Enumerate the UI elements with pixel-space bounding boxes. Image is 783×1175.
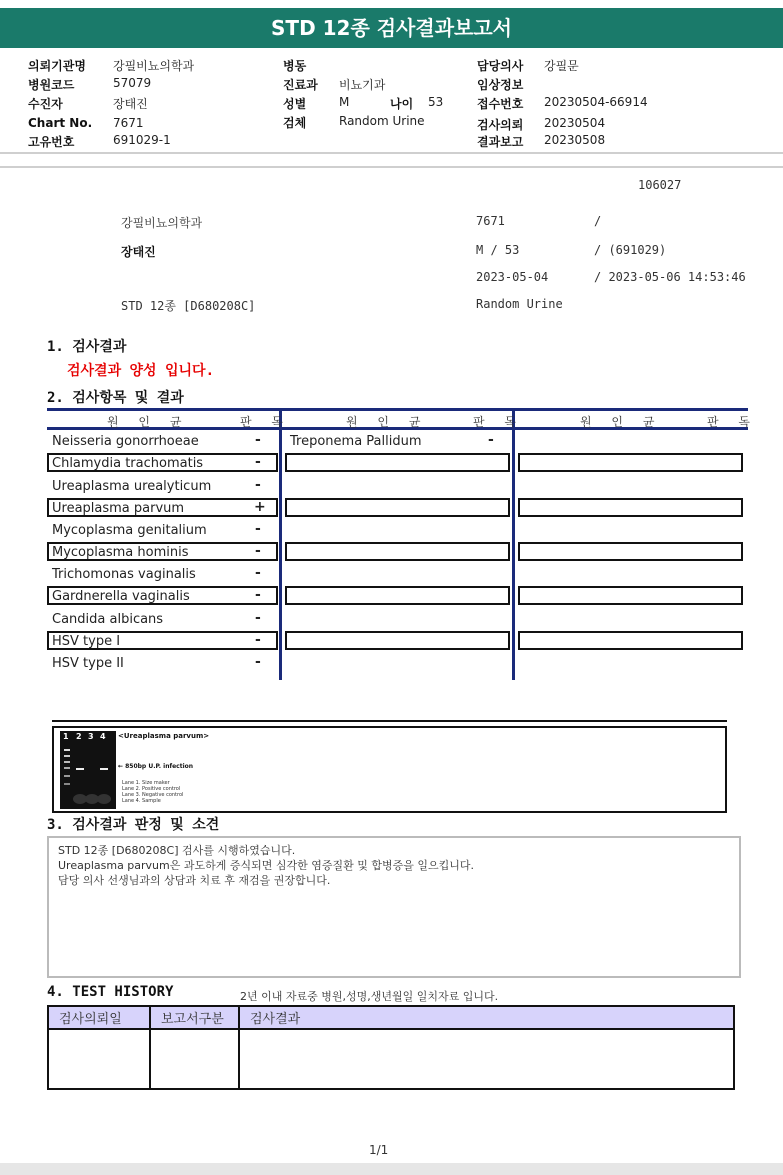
gel-legend-3: Lane 3. Negative control bbox=[122, 792, 184, 798]
result-chlamydia: - bbox=[255, 454, 261, 470]
col2-header-result: 판 독 bbox=[473, 415, 524, 429]
table-col-divider-2 bbox=[512, 408, 515, 680]
pathogen-ureaplasma-parvum: Ureaplasma parvum bbox=[52, 501, 185, 516]
col3-header-result: 판 독 bbox=[707, 415, 758, 429]
sex-value: M bbox=[339, 95, 350, 109]
report-label: 결과보고 bbox=[477, 135, 524, 149]
pathogen-trichomonas: Trichomonas vaginalis bbox=[52, 567, 196, 582]
row-box bbox=[518, 542, 743, 561]
pathogen-candida: Candida albicans bbox=[52, 612, 164, 627]
result-hsv1: - bbox=[255, 632, 261, 648]
row-box bbox=[518, 498, 743, 517]
col1-header-pathogen: 원 인 균 bbox=[107, 415, 190, 429]
result-mycoplasma-genitalium: - bbox=[255, 521, 261, 537]
gel-top-rule bbox=[52, 720, 727, 722]
row-box bbox=[285, 453, 510, 472]
page-number: 1/1 bbox=[369, 1143, 389, 1157]
result-ureaplasma-parvum: + bbox=[254, 499, 266, 515]
row-box bbox=[285, 631, 510, 650]
opinion-text bbox=[58, 843, 474, 888]
pathogen-hsv1: HSV type I bbox=[52, 634, 121, 649]
summary-slash: / bbox=[594, 214, 602, 228]
section4-title: 4. TEST HISTORY bbox=[47, 984, 174, 1000]
sex-label: 성별 bbox=[283, 97, 307, 111]
header-divider-2 bbox=[0, 166, 783, 168]
summary-date-request: 2023-05-04 bbox=[476, 270, 549, 284]
history-header-date: 검사의뢰일 bbox=[48, 1006, 150, 1029]
institution-label: 의뢰기관명 bbox=[28, 59, 86, 73]
row-box bbox=[518, 586, 743, 605]
col1-header-result: 판 독 bbox=[240, 415, 291, 429]
receipt-label: 접수번호 bbox=[477, 97, 524, 111]
row-box bbox=[285, 498, 510, 517]
doctor-value: 강필문 bbox=[544, 59, 579, 73]
result-treponema: - bbox=[488, 432, 494, 448]
gel-figure bbox=[52, 726, 727, 813]
summary-institution: 강필비뇨의학과 bbox=[121, 216, 203, 230]
pathogen-mycoplasma-genitalium: Mycoplasma genitalium bbox=[52, 523, 207, 538]
gel-band-label: ← 850bp U.P. infection bbox=[118, 763, 194, 770]
gel-electrophoresis-image bbox=[60, 731, 120, 811]
gel-legend-4: Lane 4. Sample bbox=[122, 798, 161, 804]
history-header-row bbox=[48, 1006, 734, 1029]
row-box bbox=[518, 453, 743, 472]
summary-date-report: / 2023-05-06 14:53:46 bbox=[594, 270, 746, 284]
pathogen-mycoplasma-hominis: Mycoplasma hominis bbox=[52, 545, 189, 560]
section2-title: 2. 검사항목 및 결과 bbox=[47, 390, 184, 406]
specimen-value: Random Urine bbox=[339, 114, 425, 128]
opinion-line-1: STD 12종 [D680208C] 검사를 시행하였습니다. bbox=[58, 844, 296, 857]
receipt-value: 20230504-66914 bbox=[544, 95, 648, 109]
summary-dob: / (691029) bbox=[594, 243, 667, 257]
pathogen-chlamydia: Chlamydia trachomatis bbox=[52, 456, 204, 471]
row-box bbox=[285, 542, 510, 561]
result-candida: - bbox=[255, 610, 261, 626]
table-col-divider-1 bbox=[279, 408, 282, 680]
history-header-result: 검사결과 bbox=[239, 1006, 734, 1029]
summary-test-name: STD 12종 [D680208C] bbox=[121, 299, 256, 313]
summary-specimen: Random Urine bbox=[476, 297, 563, 311]
section1-result: 검사결과 양성 입니다. bbox=[67, 363, 215, 379]
chart-label: Chart No. bbox=[28, 116, 93, 130]
patient-value: 장태진 bbox=[113, 97, 148, 111]
unique-label: 고유번호 bbox=[28, 135, 75, 149]
ward-label: 병동 bbox=[283, 59, 307, 73]
summary-patient: 장태진 bbox=[121, 245, 156, 259]
col2-header-pathogen: 원 인 균 bbox=[346, 415, 429, 429]
row-box bbox=[518, 631, 743, 650]
institution-value: 강필비뇨의학과 bbox=[113, 59, 195, 73]
report-title: STD 12종 검사결과보고서 bbox=[0, 8, 783, 48]
opinion-box bbox=[47, 836, 741, 978]
opinion-line-3: 담당 의사 선생님과의 상담과 치료 후 재검을 권장합니다. bbox=[58, 874, 331, 887]
age-value: 53 bbox=[428, 95, 444, 109]
gel-lane-3: 3 bbox=[88, 732, 94, 741]
result-hsv2: - bbox=[255, 654, 261, 670]
report-value: 20230508 bbox=[544, 133, 606, 147]
result-ureaplasma-urealyticum: - bbox=[255, 477, 261, 493]
result-trichomonas: - bbox=[255, 565, 261, 581]
row-box bbox=[285, 586, 510, 605]
section3-title: 3. 검사결과 판정 및 소견 bbox=[47, 817, 220, 833]
specimen-label: 검체 bbox=[283, 116, 307, 130]
chart-value: 7671 bbox=[113, 116, 144, 130]
hospital-code-value: 57079 bbox=[113, 76, 152, 90]
patient-label: 수진자 bbox=[28, 97, 63, 111]
gel-legend-2: Lane 2. Positive control bbox=[122, 786, 181, 792]
clinical-label: 임상정보 bbox=[477, 78, 524, 92]
section1-title: 1. 검사결과 bbox=[47, 339, 127, 355]
table-top-rule bbox=[47, 408, 748, 411]
hospital-code-label: 병원코드 bbox=[28, 78, 75, 92]
history-empty-row bbox=[48, 1029, 734, 1089]
doctor-label: 담당의사 bbox=[477, 59, 524, 73]
pathogen-neisseria: Neisseria gonorrhoeae bbox=[52, 434, 199, 449]
unique-value: 691029-1 bbox=[113, 133, 171, 147]
col3-header-pathogen: 원 인 균 bbox=[580, 415, 663, 429]
history-cell bbox=[48, 1029, 150, 1089]
pathogen-treponema: Treponema Pallidum bbox=[290, 434, 422, 449]
history-cell bbox=[150, 1029, 239, 1089]
history-table bbox=[47, 1005, 735, 1090]
summary-chart: 7671 bbox=[476, 214, 505, 228]
gel-lane-2: 2 bbox=[76, 732, 82, 741]
opinion-line-2: Ureaplasma parvum은 과도하게 증식되면 심각한 염증질환 및 합병증을 일으킵니다. bbox=[58, 859, 474, 872]
gel-title: <Ureaplasma parvum> bbox=[118, 732, 210, 740]
request-value: 20230504 bbox=[544, 116, 606, 130]
dept-label: 진료과 bbox=[283, 78, 318, 92]
age-label: 나이 bbox=[390, 97, 414, 111]
footer-bar bbox=[0, 1163, 783, 1175]
pathogen-hsv2: HSV type II bbox=[52, 656, 124, 671]
history-cell bbox=[239, 1029, 734, 1089]
result-neisseria: - bbox=[255, 432, 261, 448]
gel-lane-1: 1 bbox=[63, 732, 69, 741]
header-divider bbox=[0, 152, 783, 154]
result-gardnerella: - bbox=[255, 587, 261, 603]
dept-value: 비뇨기과 bbox=[339, 78, 386, 92]
result-mycoplasma-hominis: - bbox=[255, 543, 261, 559]
pathogen-ureaplasma-urealyticum: Ureaplasma urealyticum bbox=[52, 479, 212, 494]
history-header-type: 보고서구분 bbox=[150, 1006, 239, 1029]
gel-lane-4: 4 bbox=[100, 732, 106, 741]
history-note: 2년 이내 자료중 병원,성명,생년월일 일치자료 입니다. bbox=[240, 990, 499, 1003]
gel-legend-1: Lane 1. Size maker bbox=[122, 780, 170, 786]
pathogen-gardnerella: Gardnerella vaginalis bbox=[52, 589, 190, 604]
doc-code: 106027 bbox=[638, 178, 682, 192]
request-label: 검사의뢰 bbox=[477, 118, 524, 132]
summary-sex-age: M / 53 bbox=[476, 243, 520, 257]
